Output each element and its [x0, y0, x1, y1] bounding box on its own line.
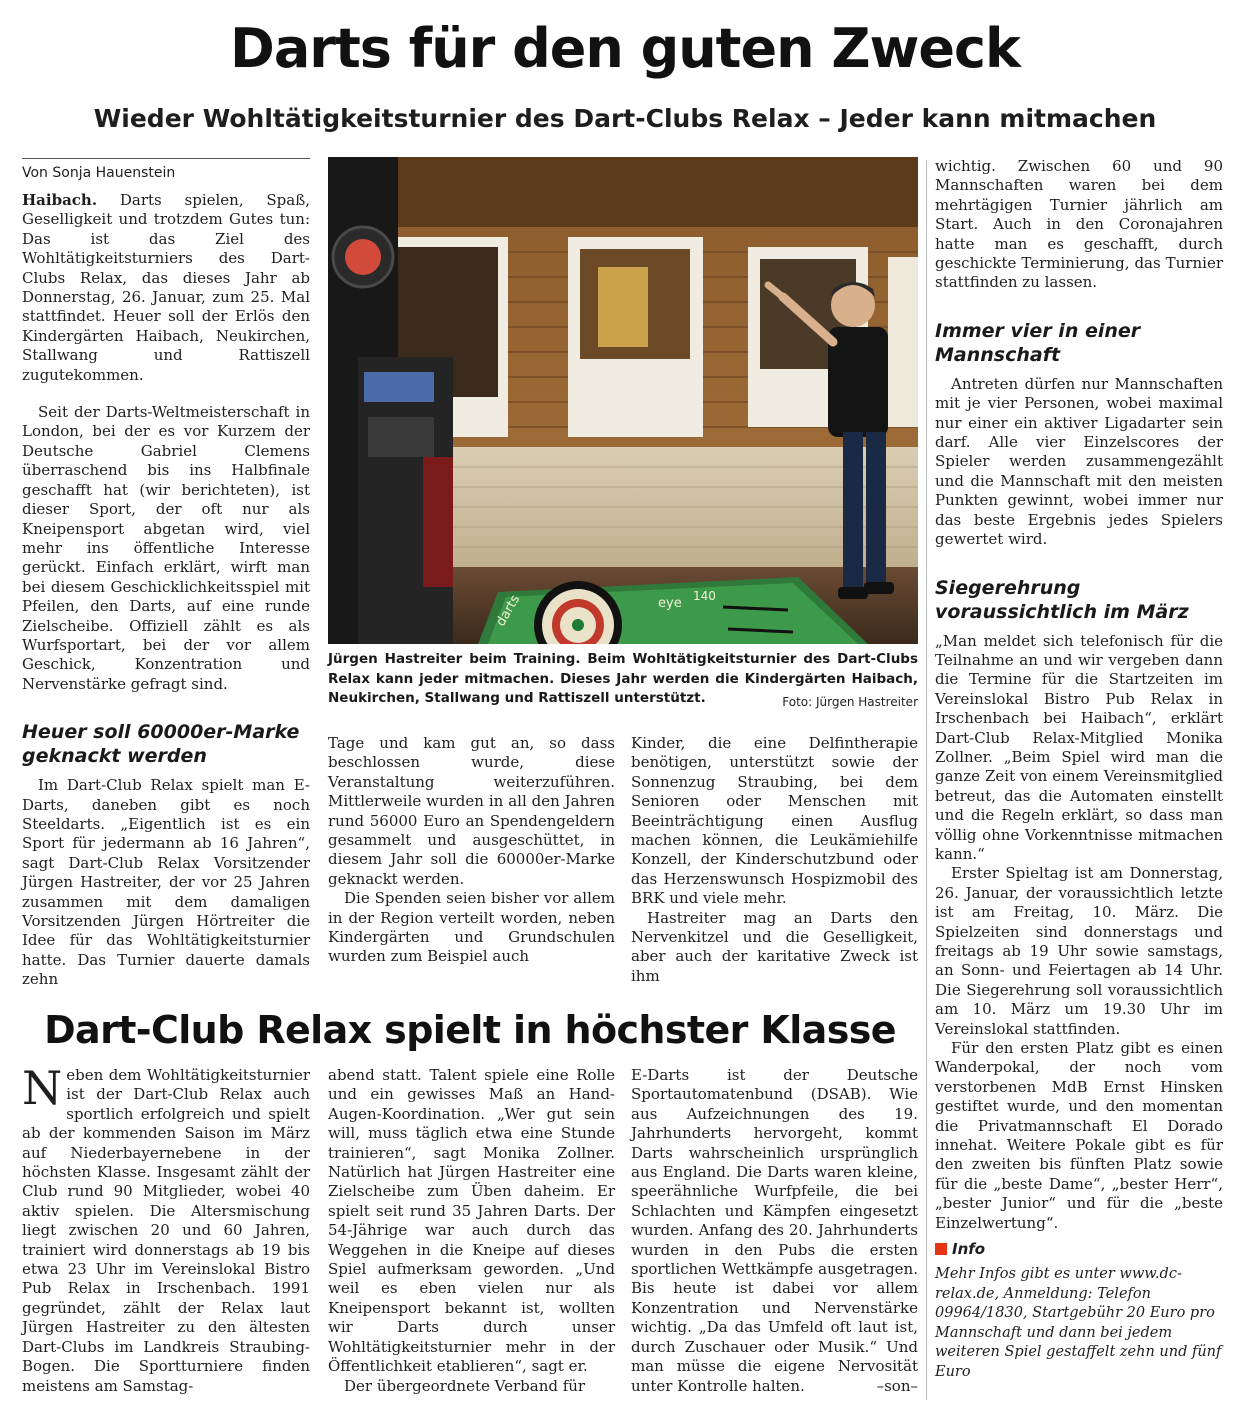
photo-caption: Jürgen Hastreiter beim Training. Beim Wohltätigkeitsturnier des Dart-Clubs Relax kann jeder mitmachen. Dieses Jahr werden die Kindergärten Haibach, Neukirchen, Stallwang und Rattiszell unterstützt.: [328, 651, 918, 706]
article2-headline: Dart-Club Relax spielt in höchster Klasse: [44, 1008, 896, 1052]
article1-para3: Im Dart-Club Relax spielt man E-Darts, daneben gibt es noch Steeldarts. „Eigentlich ist es ein Sport für jedermann ab 16 Jahren“, sagt Dart-Club Relax Vorsitzender Jürgen Hastreiter, der vor 25 Jahren zusammen mit dem damaligen Vorsitzenden Jürgen Hörtreiter die Idee für das Wohltätigkeitsturnier hatte. Das Turnier dauerte damals zehn: [22, 776, 310, 989]
article1-subhead1: Heuer soll 60000er-Marke geknackt werden: [22, 721, 300, 768]
article2-col1: [22, 1061, 310, 1396]
article1-para5: Die Spenden seien bisher vor allem in der Region verteilt worden, neben Kindergärten und Grundschulen wurden zum Beispiel auch: [328, 889, 615, 966]
byline: Von Sonja Hauenstein: [22, 158, 310, 183]
article1-para1: [22, 191, 310, 385]
author-signature: –son–: [876, 1376, 918, 1395]
article1-col3: [631, 734, 918, 986]
photo-illustration: [328, 157, 918, 644]
mat-score: 140: [693, 589, 716, 603]
article1-para9: Antreten dürfen nur Mannschaften mit je vier Personen, wobei maximal nur einer ein aktiver Ligadarter sein darf. Alle vier Einzelscores der Spieler werden zusammengezählt und die Mannschaft mit den meisten Punkten gewinnt, wobei immer nur das beste Ergebnis jedes Spielers gewertet wird.: [935, 374, 1223, 549]
article2-para4-text: E-Darts ist der Deutsche Sportautomatenbund (DSAB). Wie aus Aufzeichnungen des 19. Jahrhunderts hervorgeht, kommt Darts wahrscheinlich ursprünglich aus England. Die Darts waren kleine, speerähnliche Wurfpfeile, die bei Schlachten und Kämpfen eingesetzt wurden. Anfang des 20. Jahrhunderts wurden in den Pubs die ersten sportlichen Wettkämpfe ausgetragen. Bis heute ist dabei vor allem Konzentration und Nervenstärke wichtig. „Da das Umfeld oft laut ist, durch Zuschauer oder Musik.“ Und man müsse die eigene Nervosität unter Kontrolle halten.: [631, 1066, 918, 1395]
dateline: Haibach.: [22, 191, 98, 209]
article2-para1-text: eben dem Wohltätigkeitsturnier ist der Dart-Club Relax auch sportlich erfolgreich und spielt ab der kommenden Saison im März auf Niederbayernebene in der höchsten Klasse. Insgesamt zählt der Club rund 90 Mitglieder, wobei 40 aktiv spielen. Die Altersmischung liegt zwischen 20 und 60 Jahren, trainiert wird donnerstags ab 19 bis etwa 23 Uhr im Vereinslokal Bistro Pub Relax in Irschenbach. 1991 gegründet, zählt der Relax laut Jürgen Hastreiter zu den ältesten Dart-Clubs im Landkreis Straubing-Bogen. Die Sportturniere finden meistens am Samstag-: [22, 1066, 310, 1395]
article2-para1: [22, 1061, 310, 1396]
article1-col4: [935, 157, 1223, 1383]
article2-para2: abend statt. Talent spiele eine Rolle und ein gewisses Maß an Hand-Augen-Koordination. „Wer gut sein will, muss täglich etwa eine Stunde trainieren“, sagt Monika Zollner. Natürlich hat Jürgen Hastreiter eine Zielscheibe zum Üben daheim. Er spielt seit rund 35 Jahren Darts. Der 54-Jährige war auch durch das Weggehen in die Kneipe auf dieses Spiel aufmerksam geworden. „Und weil es eben vielen nur als Kneipensport bekannt ist, wollten wir Darts durch unser Wohltätigkeitsturnier mehr in der Öffentlichkeit etablieren“, sagt er.: [328, 1066, 615, 1376]
article2-para4: [631, 1066, 918, 1396]
dropcap: N: [22, 1061, 63, 1115]
article1-col1: [22, 158, 310, 990]
article1-para1-text: Darts spielen, Spaß, Geselligkeit und trotzdem Gutes tun: Das ist das Ziel des Wohltätigkeitsturniers des Dart-Clubs Relax, das dieses Jahr ab Donnerstag, 26. Januar, zum 25. Mal stattfindet. Heuer soll der Erlös den Kindergärten Haibach, Neukirchen, Stallwang und Rattiszell zugutekommen.: [22, 191, 310, 384]
article1-para4: Tage und kam gut an, so dass beschlossen wurde, diese Veranstaltung weiterzuführen. Mittlerweile wurden in all den Jahren rund 56000 Euro an Spendengeldern gesammelt und ausgeschüttet, in diesem Jahr soll die 60000er-Marke geknackt werden.: [328, 734, 615, 888]
article1-para8: wichtig. Zwischen 60 und 90 Mannschaften waren bei dem mehrtägigen Turnier jährlich am Start. Auch in den Coronajahren hatte man es geschafft, durch geschickte Terminierung, das Turnier stattfinden zu lassen.: [935, 157, 1223, 292]
main-headline: Darts für den guten Zweck: [230, 17, 1020, 80]
mat-text-left: darts: [493, 592, 524, 629]
info-text: Mehr Infos gibt es unter www.dc-relax.de, Anmeldung: Telefon 09964/1830, Startgebühr 20 Euro pro Mannschaft und dann bei jedem weiteren Spiel gestaffelt zehn und fünf Euro: [935, 1266, 1222, 1381]
article1-para11: Erster Spieltag ist am Donnerstag, 26. Januar, der voraussichtlich letzte ist am Freitag, 10. März. Die Spielzeiten sind donnerstags und freitags ab 19 Uhr sowie samstags, an Sonn- und Feiertagen ab 14 Uhr. Die Siegerehrung soll voraussichtlich am 10. März um 19.30 Uhr im Vereinslokal stattfinden.: [935, 864, 1223, 1038]
photo-credit: Foto: Jürgen Hastreiter: [782, 695, 918, 709]
article1-para2: Seit der Darts-Weltmeisterschaft in London, bei der es vor Kurzem der Deutsche Gabriel Clemens überraschend bis ins Halbfinale geschafft hat (wir berichteten), ist dieser Sport, der oft nur als Kneipensport abgetan wird, viel mehr ins öffentliche Interesse gerückt. Einfach erklärt, wirft man bei diesem Geschicklichkeitsspiel mit Pfeilen, den Darts, auf eine runde Zielscheibe. Offiziell zählt es als Wurfsportart, bei der vor allem Geschick, Konzentration und Nervenstärke gefragt sind.: [22, 403, 310, 693]
dart-training-photo: [328, 157, 918, 644]
info-box-header: [935, 1239, 1223, 1259]
column-rule-right: [926, 160, 927, 1400]
article2-para3: Der übergeordnete Verband für: [344, 1376, 586, 1395]
article1-para6: Kinder, die eine Delfintherapie benötigen, unterstützt sowie der Sonnenzug Straubing, bei dem Senioren oder Menschen mit Beeinträchtigung einen Ausflug machen können, die Leukämiehilfe Konzell, der Kinderschutzbund oder das Herzenswunsch Hospizmobil des BRK und viele mehr.: [631, 734, 918, 908]
article2-col3: [631, 1066, 918, 1396]
article2-col2: [328, 1066, 615, 1396]
article1-para7: Hastreiter mag an Darts den Nervenkitzel und die Geselligkeit, aber auch der karitative Zweck ist ihm: [631, 908, 918, 985]
article1-subhead2: Immer vier in einer Mannschaft: [935, 319, 1141, 366]
article1-col2: [328, 734, 615, 967]
sub-headline: Wieder Wohltätigkeitsturnier des Dart-Clubs Relax – Jeder kann mitmachen: [93, 104, 1157, 133]
article1-para10: „Man meldet sich telefonisch für die Teilnahme an und wir vergeben dann die Termine für die Startzeiten im Vereinslokal Bistro Pub Relax in Irschenbach bei Haibach“, erklärt Dart-Club Relax-Mitglied Monika Zollner. „Beim Spiel wird man die ganze Zeit von einem Vereinsmitglied betreut, das die Automaten einstellt und die Regeln erklärt, so dass man völlig ohne Vorkenntnisse mitmachen kann.“: [935, 631, 1223, 863]
info-square-icon: [935, 1243, 947, 1255]
mat-text-right: eye: [658, 596, 682, 611]
article1-para12: Für den ersten Platz gibt es einen Wanderpokal, der noch vom verstorbenen MdB Ernst Hinsken gestiftet wurde, und den momentan die Privatmannschaft El Dorado innehat. Weitere Pokale gibt es für den zweiten bis fünften Platz sowie für die „beste Dame“, „bester Herr“, „bester Junior“ und für die „beste Einzelwertung“.: [935, 1039, 1223, 1232]
article1-subhead3: Siegerehrung voraussichtlich im März: [935, 576, 1189, 623]
info-label: Info: [952, 1240, 986, 1259]
